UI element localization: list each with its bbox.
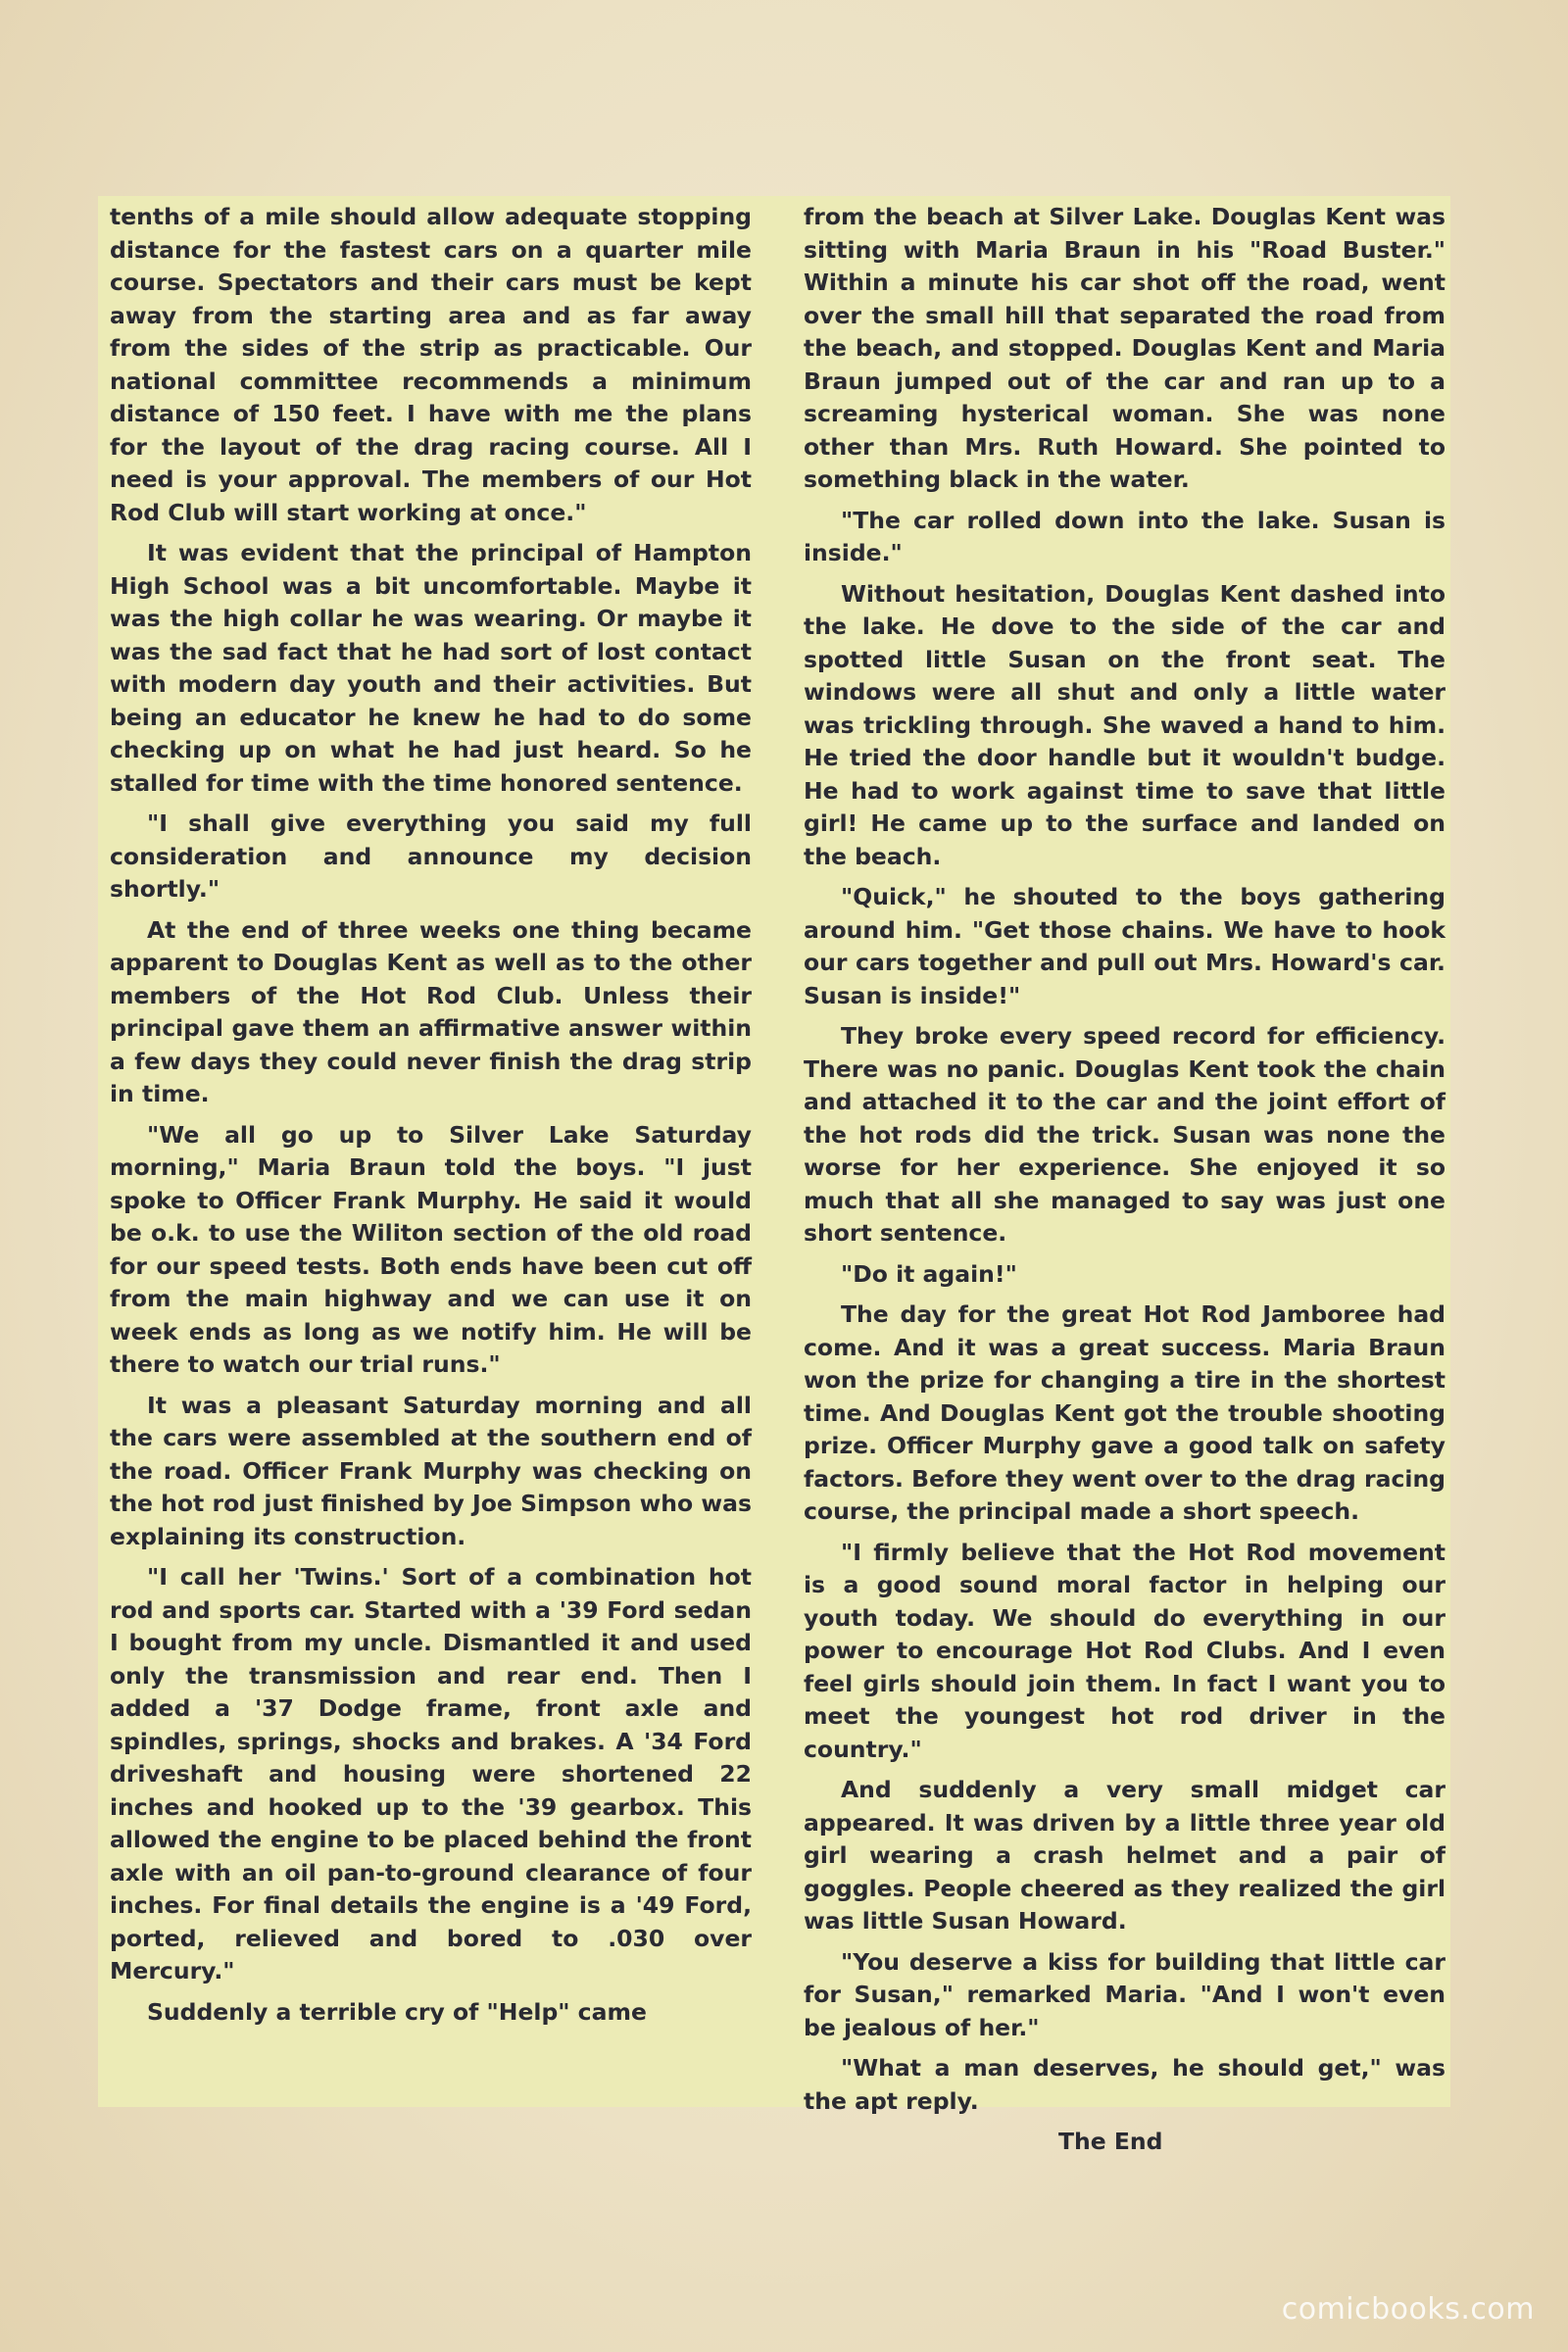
paragraph: Suddenly a terrible cry of "Help" came	[147, 1997, 647, 2026]
paragraph: "The car rolled down into the lake. Susan is inside."	[804, 506, 1446, 566]
paragraph: At the end of three weeks one thing became apparent to Douglas Kent as well as to the other members of the Hot Rod Club. Unless their principal gave them an affirmative answer within a few days they could never finish the drag strip in time.	[110, 915, 752, 1107]
paragraph: Without hesitation, Douglas Kent dashed into the lake. He dove to the side of the car and spotted little Susan on the front seat. The windows were all shut and only a little water was trickling through. She waved a hand to him. He tried the door handle but it wouldn't budge. He had to work against time to save that little girl! He came up to the surface and landed on the beach.	[804, 579, 1446, 870]
the-end-label: The End	[1058, 2128, 1163, 2155]
site-watermark: comicbooks.com	[1281, 2292, 1535, 2327]
paragraph: It was a pleasant Saturday morning and all the cars were assembled at the southern end of the road. Officer Frank Murphy was checking on the hot rod just finished by Joe Simpson who was explaining its construction.	[110, 1391, 752, 1550]
paragraph: "Quick," he shouted to the boys gathering around him. "Get those chains. We have to hook our cars together and pull out Mrs. Howard's car. Susan is inside!"	[804, 883, 1446, 1009]
paragraph: "Do it again!"	[841, 1259, 1017, 1288]
paragraph: "What a man deserves, he should get," was the apt reply.	[804, 2054, 1446, 2115]
paragraph: "You deserve a kiss for building that little car for Susan," remarked Maria. "And I won't even be jealous of her."	[804, 1947, 1446, 2041]
paragraph: "We all go up to Silver Lake Saturday morning," Maria Braun told the boys. "I just spoke to Officer Frank Murphy. He said it would be o.k. to use the Wiliton section of the old road for our speed tests. Both ends have been cut off from the main highway and we can use it on week ends as long as we notify him. He will be there to watch our trial runs."	[110, 1120, 752, 1378]
left-text-column	[110, 201, 752, 2036]
paragraph: tenths of a mile should allow adequate stopping distance for the fastest cars on a quarter mile course. Spectators and their cars must be kept away from the starting area and as far away from the sides of the strip as practicable. Our national committee recommends a minimum distance of 150 feet. I have with me the plans for the layout of the drag racing course. All I need is your approval. The members of our Hot Rod Club will start working at once."	[110, 203, 752, 526]
right-text-column	[804, 201, 1446, 2167]
paragraph: "I shall give everything you said my full consideration and announce my decision shortly."	[110, 809, 752, 903]
paragraph: The day for the great Hot Rod Jamboree had come. And it was a great success. Maria Braun won the prize for changing a tire in the shortest time. And Douglas Kent got the trouble shooting prize. Officer Murphy gave a good talk on safety factors. Before they went over to the drag racing course, the principal made a short speech.	[804, 1300, 1446, 1525]
paragraph: "I call her 'Twins.' Sort of a combination hot rod and sports car. Started with a '39 Ford sedan I bought from my uncle. Dismantled it and used only the transmission and rear end. Then I added a '37 Dodge frame, front axle and spindles, springs, shocks and brakes. A '34 Ford driveshaft and housing were shortened 22 inches and hooked up to the '39 gearbox. This allowed the engine to be placed behind the front axle with an oil pan-to-ground clearance of four inches. For final details the engine is a '49 Ford, ported, relieved and bored to .030 over Mercury."	[110, 1563, 752, 1984]
paragraph: from the beach at Silver Lake. Douglas Kent was sitting with Maria Braun in his "Road Buster." Within a minute his car shot off the road, went over the small hill that separated the road from the beach, and stopped. Douglas Kent and Maria Braun jumped out of the car and ran up to a screaming hysterical woman. She was none other than Mrs. Ruth Howard. She pointed to something black in the water.	[804, 203, 1446, 493]
paragraph: And suddenly a very small midget car appeared. It was driven by a little three year old girl wearing a crash helmet and a pair of goggles. People cheered as they realized the girl was little Susan Howard.	[804, 1776, 1446, 1935]
paragraph: They broke every speed record for efficiency. There was no panic. Douglas Kent took the chain and attached it to the car and the joint effort of the hot rods did the trick. Susan was none the worse for her experience. She enjoyed it so much that all she managed to say was just one short sentence.	[804, 1022, 1446, 1247]
paragraph: "I firmly believe that the Hot Rod movement is a good sound moral factor in helping our youth today. We should do everything in our power to encourage Hot Rod Clubs. And I even feel girls should join them. In fact I want you to meet the youngest hot rod driver in the country."	[804, 1538, 1446, 1763]
paragraph: It was evident that the principal of Hampton High School was a bit uncomfortable. Maybe it was the high collar he was wearing. Or maybe it was the sad fact that he had sort of lost contact with modern day youth and their activities. But being an educator he knew he had to do some checking up on what he had just heard. So he stalled for time with the time honored sentence.	[110, 539, 752, 797]
